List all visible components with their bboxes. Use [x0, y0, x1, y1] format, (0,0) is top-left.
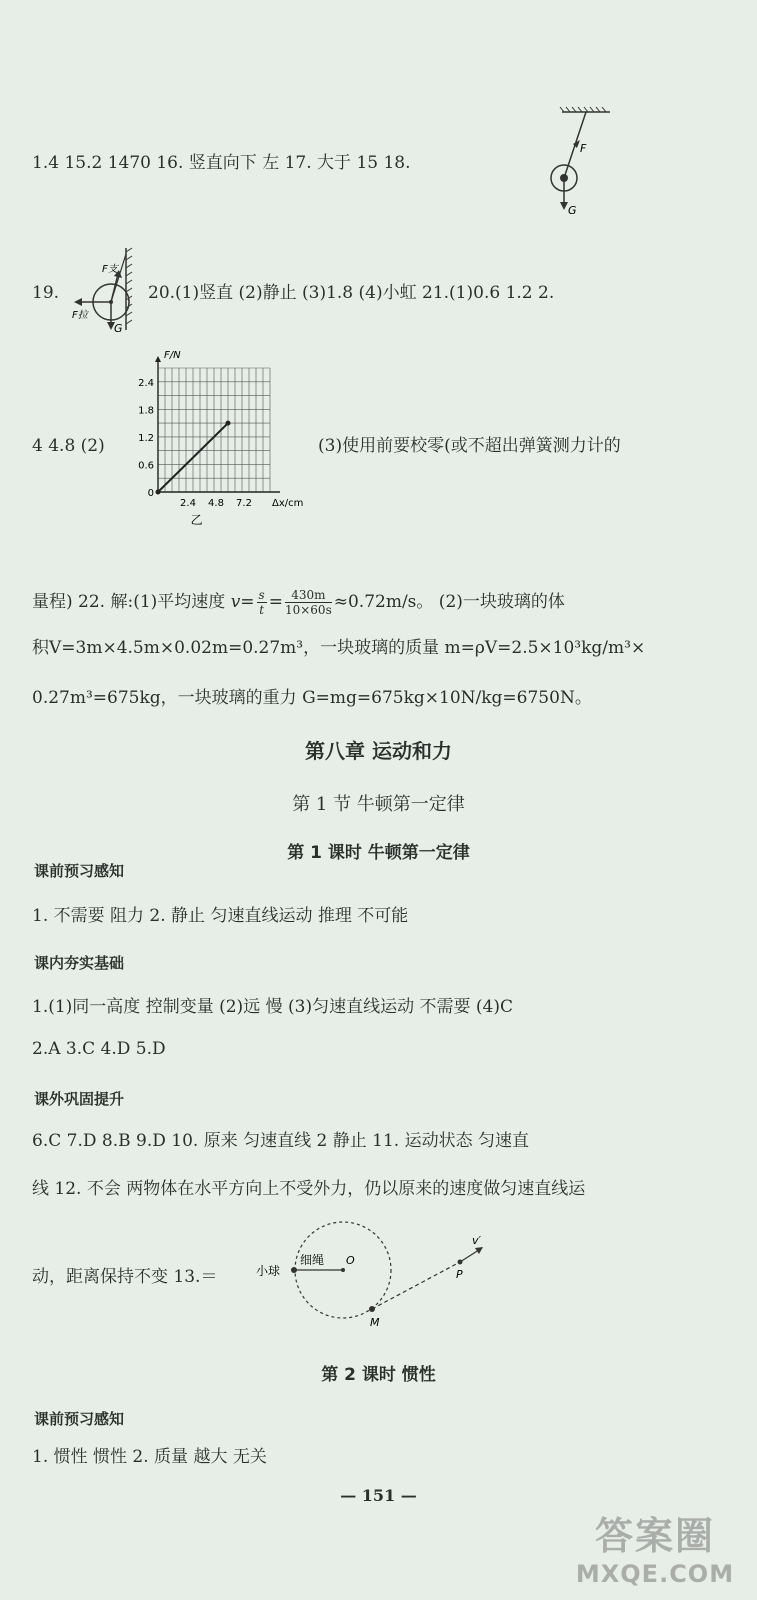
answer-line-5: 积V=3m×4.5m×0.02m=0.27m³，一块玻璃的质量 m=ρV=2.5×10³kg/m³× — [32, 638, 646, 658]
figure-13-circular-motion — [250, 1212, 500, 1342]
answer-line-4 — [32, 588, 565, 617]
page-number-value: 151 — [361, 1486, 396, 1505]
answer-line-9: 2.A 3.C 4.D 5.D — [32, 1039, 166, 1059]
section-title: 第 1 节 牛顿第一定律 — [292, 794, 465, 815]
velocity-label: v′ — [472, 1234, 482, 1247]
equals-sign: = — [268, 592, 283, 612]
watermark-logo-text: 答案圈 — [594, 1514, 715, 1558]
x-tick-label: 2.4 — [180, 498, 196, 509]
origin-label: 0 — [147, 488, 154, 499]
data-point — [226, 421, 231, 426]
fraction-t: t — [259, 603, 265, 617]
watermark-url: MXQE.COM — [575, 1560, 735, 1588]
answer-line-7: 1. 不需要 阻力 2. 静止 匀速直线运动 推理 不可能 — [32, 906, 409, 926]
chart-caption: 乙 — [190, 513, 203, 527]
force-gravity-label: G — [114, 322, 123, 335]
fraction-time: 10×60s — [284, 603, 332, 617]
answer-line-11: 线 12. 不会 两物体在水平方向上不受外力，仍以原来的速度做匀速直线运 — [32, 1179, 586, 1199]
page-number — [0, 1486, 757, 1505]
section-label-basics: 课内夯实基础 — [34, 954, 125, 972]
answer-line-13: 1. 惯性 惯性 2. 质量 越大 无关 — [32, 1447, 267, 1467]
force-G-label: G — [568, 204, 577, 217]
fraction-distance: 430m — [285, 588, 332, 603]
point-P-label: P — [456, 1268, 463, 1281]
ball-label: 小球 — [256, 1264, 281, 1278]
fraction-s-over-t — [257, 588, 267, 617]
section-label-consolidate: 课外巩固提升 — [34, 1090, 125, 1108]
figure-19-forces — [66, 244, 146, 336]
force-F-label: F — [580, 142, 587, 155]
answer-line-8: 1.(1)同一高度 控制变量 (2)远 慢 (3)匀速直线运动 不需要 (4)C — [32, 997, 513, 1017]
force-pull-label: F拉 — [72, 310, 88, 321]
page-dash-left: — — [340, 1486, 362, 1505]
y-tick-label: 1.8 — [138, 405, 154, 417]
point-M-label: M — [370, 1316, 380, 1329]
answer-line-4-tail: ≈0.72m/s。 (2)一块玻璃的体 — [333, 592, 565, 612]
watermark — [560, 1505, 750, 1588]
answer-line-2: 20.(1)竖直 (2)静止 (3)1.8 (4)小虹 21.(1)0.6 1.2 2. — [148, 283, 555, 303]
fraction-s: s — [258, 588, 265, 602]
lesson-title-2: 第 2 课时 惯性 — [321, 1365, 436, 1385]
answer-line-3-prefix: 4 4.8 (2) — [32, 436, 105, 456]
y-tick-label: 0.6 — [138, 460, 154, 472]
section-label-preview: 课前预习感知 — [34, 862, 125, 880]
lesson-title-1: 第 1 课时 牛顿第一定律 — [287, 843, 470, 863]
answer-line-10: 6.C 7.D 8.B 9.D 10. 原来 匀速直线 2 静止 11. 运动状态 匀速直 — [32, 1131, 529, 1151]
chapter-title: 第八章 运动和力 — [305, 739, 452, 763]
data-point — [156, 490, 161, 495]
force-support-label: F支 — [102, 264, 118, 275]
force-elongation-chart — [118, 350, 318, 530]
y-axis-arrow — [155, 356, 161, 362]
section-label-preview-2: 课前预习感知 — [34, 1410, 125, 1428]
velocity-symbol: v= — [230, 592, 255, 612]
answer-line-4-text: 量程) 22. 解:(1)平均速度 — [32, 592, 231, 612]
answer-line-6: 0.27m³=675kg，一块玻璃的重力 G=mg=675kg×10N/kg=6750N。 — [32, 688, 592, 708]
answer-line-1: 1.4 15.2 1470 16. 竖直向下 左 17. 大于 15 18. — [32, 153, 411, 173]
x-tick-label: 4.8 — [208, 498, 224, 509]
y-axis-label: F/N — [164, 350, 181, 361]
answer-line-12: 动，距离保持不变 13.＝ — [32, 1267, 218, 1287]
center-O-label: O — [346, 1254, 355, 1267]
figure-18-pulley — [540, 100, 620, 220]
x-axis-label: Δx/cm — [272, 498, 304, 509]
x-tick-label: 7.2 — [236, 498, 252, 509]
y-tick-label: 1.2 — [138, 432, 154, 444]
answer-line-2-prefix: 19. — [32, 283, 60, 303]
page-dash-right: — — [395, 1486, 417, 1505]
y-tick-label: 2.4 — [138, 377, 154, 389]
answer-line-3: (3)使用前要校零(或不超出弹簧测力计的 — [318, 436, 621, 456]
rope-label: 细绳 — [300, 1253, 325, 1267]
fraction-values — [285, 588, 332, 617]
